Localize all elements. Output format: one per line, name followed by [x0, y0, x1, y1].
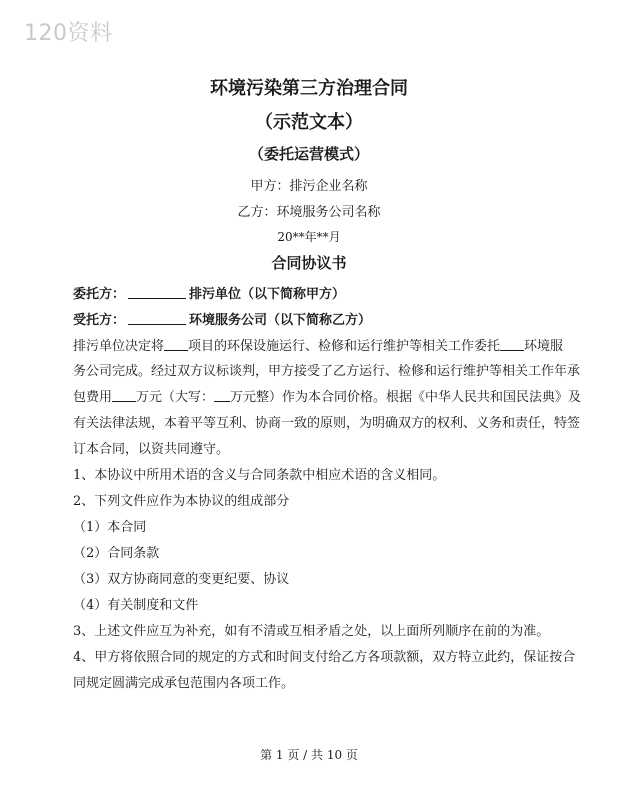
- party-b: 乙方：环境服务公司名称: [237, 205, 381, 220]
- clause-2-item-2: （2）合同条款: [73, 546, 160, 561]
- trustee-line: [73, 309, 553, 328]
- trustee-label: 受托方：: [73, 313, 126, 328]
- clause-4: 4、甲方将依照合同的规定的方式和时间支付给乙方各项款额，双方特立此约，保证按合: [73, 650, 576, 665]
- amount-words-blank: [214, 389, 230, 402]
- intro-text: 万元整）作为本合同价格。根据《中华人民共和国民法典》及: [230, 390, 582, 405]
- intro-line-4: 有关法律法规，本着平等互利、协商一致的原则，为明确双方的权利、义务和责任，特签: [73, 416, 581, 431]
- client-blank: [128, 286, 186, 299]
- clause-2: 2、下列文件应作为本协议的组成部分: [73, 494, 290, 509]
- clause-2-item-1: （1）本合同: [73, 520, 147, 535]
- client-name: 排污单位（以下简称甲方）: [189, 287, 346, 302]
- intro-text: 排污单位决定将: [73, 339, 165, 354]
- trustee-name: 环境服务公司（以下简称乙方）: [189, 313, 372, 328]
- intro-line-2: 务公司完成。经过双方议标谈判，甲方接受了乙方运行、检修和运行维护等相关工作年承: [73, 364, 581, 379]
- agreement-heading: 合同协议书: [271, 254, 347, 272]
- contract-date: 20**年**月: [277, 230, 341, 244]
- clause-3: 3、上述文件应互为补充，如有不清或互相矛盾之处，以上面所列顺序在前的为准。: [73, 624, 550, 639]
- contract-mode: （委托运营模式）: [248, 145, 369, 163]
- client-label: 委托方：: [73, 287, 126, 302]
- watermark-logo: 120资料: [24, 21, 113, 46]
- intro-line-5: 订本合同，以资共同遵守。: [73, 442, 230, 457]
- intro-text: 万元（大写：: [136, 390, 215, 405]
- intro-text: 环境服: [524, 339, 564, 354]
- clause-2-item-3: （3）双方协商同意的变更纪要、协议: [73, 572, 290, 587]
- intro-text: 包费用: [73, 390, 113, 405]
- intro-text: 项目的环保设施运行、检修和运行维护等相关工作委托: [188, 339, 501, 354]
- contract-title: 环境污染第三方治理合同: [210, 78, 408, 99]
- page-footer: 第 1 页 / 共 10 页: [260, 748, 358, 762]
- client-line: [73, 283, 553, 302]
- clause-4-cont: 同规定圆满完成承包范围内各项工作。: [73, 676, 295, 691]
- trustee-blank: [128, 312, 186, 325]
- clause-1: 1、本协议中所用术语的含义与合同条款中相应术语的含义相同。: [73, 468, 446, 483]
- party-a: 甲方：排污企业名称: [250, 179, 368, 194]
- contract-subtitle: （示范文本）: [255, 112, 363, 133]
- project-blank: [164, 338, 188, 351]
- amount-blank: [112, 389, 136, 402]
- company-blank: [500, 338, 524, 351]
- intro-line-3: [73, 386, 582, 405]
- intro-line-1: [73, 335, 564, 354]
- clause-2-item-4: （4）有关制度和文件: [73, 598, 199, 613]
